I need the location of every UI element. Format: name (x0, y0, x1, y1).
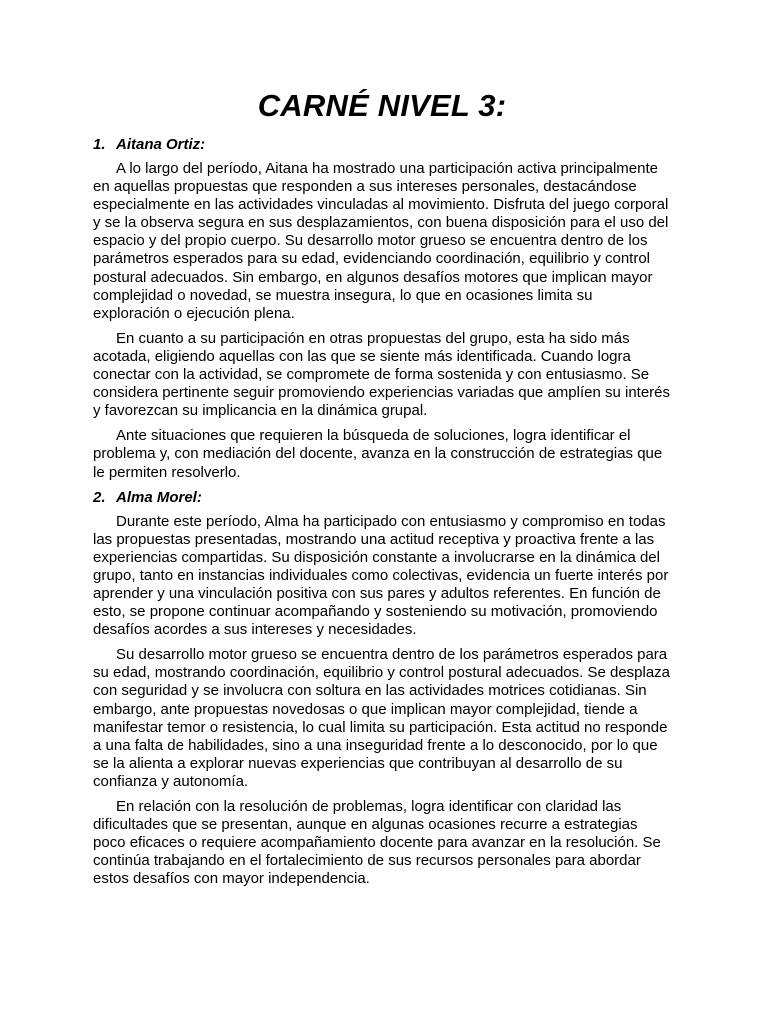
student-number: 2. (93, 488, 106, 506)
paragraph: Ante situaciones que requieren la búsqueda de soluciones, logra identificar el problema y, con mediación del docente, avanza en la construcción de estrategias que le permiten resolverlo. (93, 427, 663, 481)
student-name: Alma Morel: (116, 488, 202, 506)
student-heading (93, 136, 671, 154)
paragraph: Su desarrollo motor grueso se encuentra dentro de los parámetros esperados para su edad, mostrando coordinación, equilibrio y control postural adecuados. Se desplaza con seguridad y se involucra con soltura en las actividades motrices cotidianas. Sin embargo, ante propuestas novedosas o que implican mayor complejidad, tiende a manifestar temor o resistencia, lo cual limita su participación. Esta actitud no responde a una falta de habilidades, sino a una inseguridad frente a lo desconocido, por lo que se la alienta a explorar nuevas experiencias que contribuyan al desarrollo de su confianza y autonomía. (93, 646, 671, 790)
student-heading (93, 489, 671, 507)
student-number: 1. (93, 136, 106, 153)
paragraph: A lo largo del período, Aitana ha mostrado una participación activa principalmente en aquellas propuestas que responden a sus intereses personales, destacándose especialmente en las actividades vinculadas al movimiento. Disfruta del juego corporal y se la observa segura en sus desplazamientos, con buena disposición para el uso del espacio y del propio cuerpo. Su desarrollo motor grueso se encuentra dentro de los parámetros esperados para su edad, evidenciando coordinación, equilibrio y control postural adecuados. Sin embargo, en algunos desafíos motores que implican mayor complejidad o novedad, se muestra insegura, lo que en ocasiones limita su exploración o ejecución plena. (93, 160, 669, 322)
paragraph: En cuanto a su participación en otras propuestas del grupo, esta ha sido más acotada, eligiendo aquellas con las que se siente más identificada. Cuando logra conectar con la actividad, se compromete de forma sostenida y con entusiasmo. Se considera pertinente seguir promoviendo experiencias variadas que amplíen su interés y favorezcan su implicancia en la dinámica grupal. (93, 329, 671, 420)
document-page (93, 86, 671, 895)
document-title: CARNÉ NIVEL 3: (257, 88, 507, 123)
paragraph: Durante este período, Alma ha participado con entusiasmo y compromiso en todas las propuestas presentadas, mostrando una actitud receptiva y proactiva frente a las experiencias compartidas. Su disposición constante a involucrarse en la dinámica del grupo, tanto en instancias individuales como colectivas, evidencia un fuerte interés por aprender y una vinculación positiva con sus pares y adultos referentes. En función de esto, se propone continuar acompañando y sosteniendo su motivación, promoviendo desafíos acordes a sus intereses y necesidades. (93, 512, 669, 639)
paragraph: En relación con la resolución de problemas, logra identificar con claridad las dificultades que se presentan, aunque en algunas ocasiones recurre a estrategias poco eficaces o requiere acompañamiento docente para avanzar en la resolución. Se continúa trabajando en el fortalecimiento de sus recursos personales para abordar estos desafíos con mayor independencia. (93, 798, 661, 888)
student-name: Aitana Ortiz: (116, 136, 206, 153)
student-section-aitana (93, 136, 671, 482)
student-section-alma (93, 489, 671, 889)
